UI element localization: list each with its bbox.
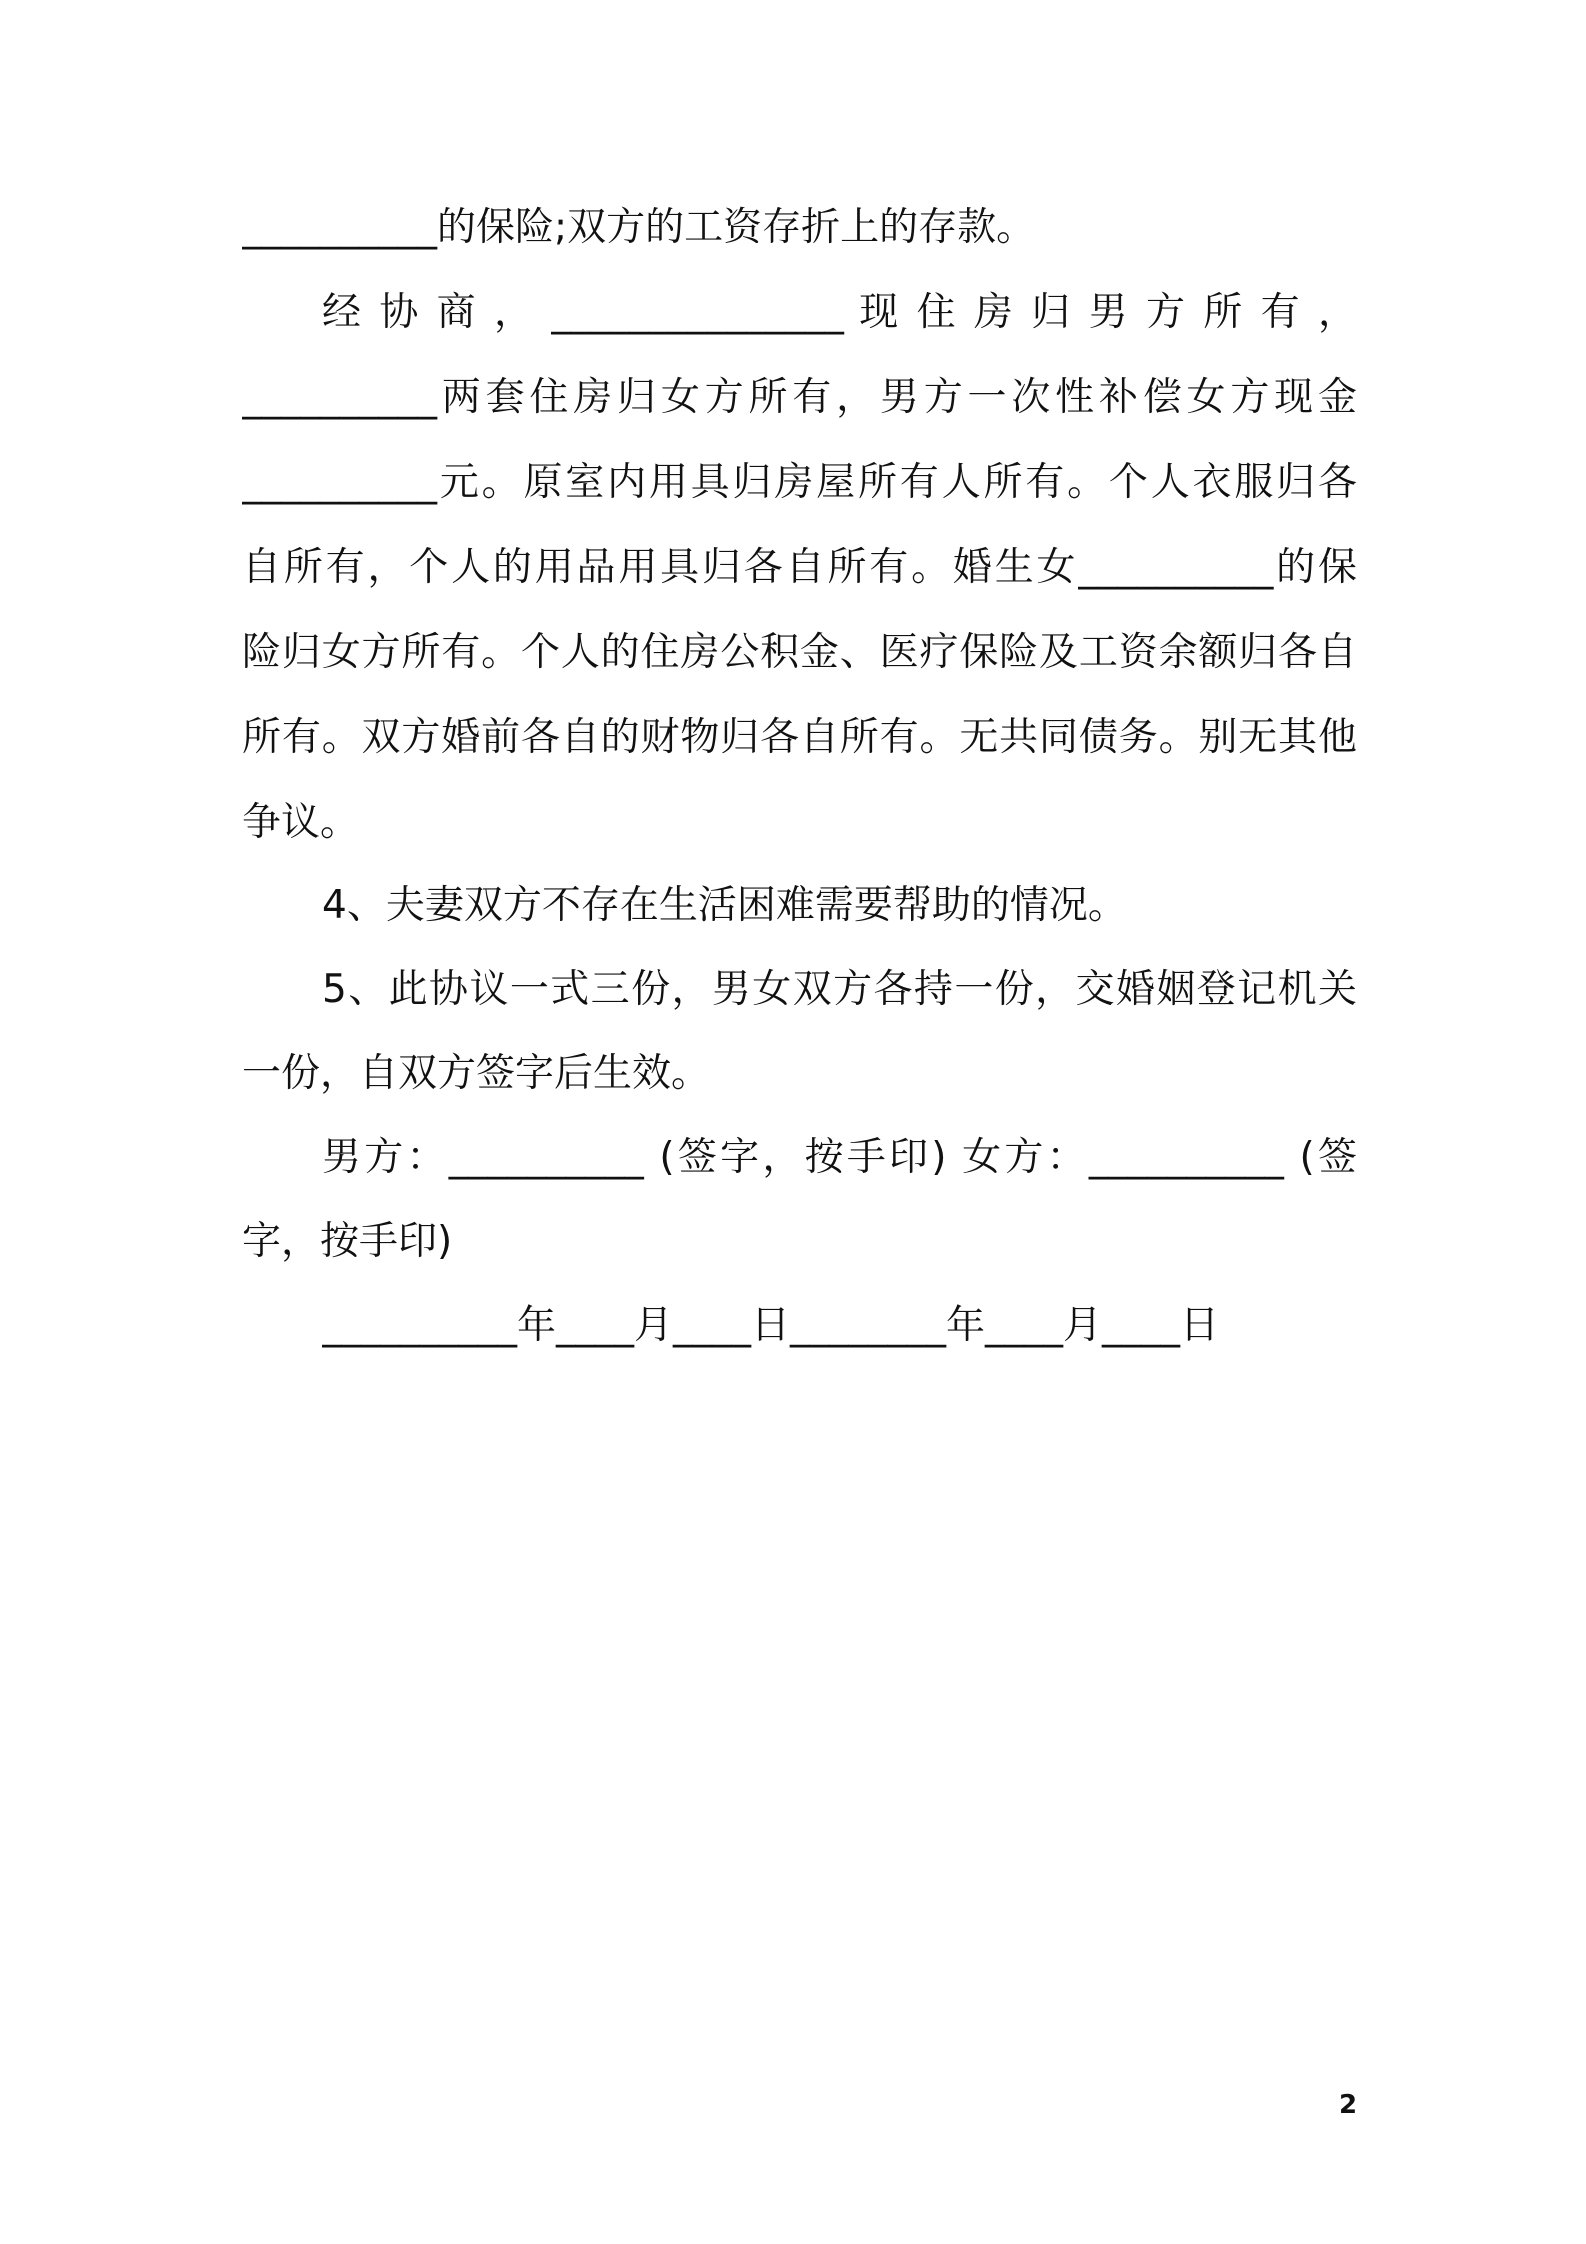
page-number: 2 bbox=[1338, 2090, 1358, 2120]
signature-line-1: 男方：__________ (签字，按手印) 女方：__________ (签 bbox=[322, 1135, 1357, 1180]
paragraph-line-4: __________元。原室内用具归房屋所有人所有。个人衣服归各 bbox=[242, 460, 1357, 505]
paragraph-line-8: 争议。 bbox=[242, 800, 360, 845]
date-line: __________年____月____日________年____月____日 bbox=[322, 1303, 1219, 1348]
paragraph-line-2: 经 协 商 ， _______________ 现 住 房 归 男 方 所 有 ， bbox=[322, 290, 1357, 335]
clause-5-line-2: 一份，自双方签字后生效。 bbox=[242, 1051, 711, 1096]
clause-5-line-1: 5、此协议一式三份，男女双方各持一份，交婚姻登记机关 bbox=[322, 967, 1357, 1012]
paragraph-line-1: __________的保险;双方的工资存折上的存款。 bbox=[242, 205, 1036, 250]
signature-line-2: 字，按手印) bbox=[242, 1219, 453, 1264]
paragraph-line-3: __________两套住房归女方所有，男方一次性补偿女方现金 bbox=[242, 375, 1357, 420]
clause-4: 4、夫妻双方不存在生活困难需要帮助的情况。 bbox=[322, 883, 1127, 928]
paragraph-line-6: 险归女方所有。个人的住房公积金、医疗保险及工资余额归各自 bbox=[242, 630, 1357, 675]
paragraph-line-7: 所有。双方婚前各自的财物归各自所有。无共同债务。别无其他 bbox=[242, 715, 1357, 760]
paragraph-line-5: 自所有，个人的用品用具归各自所有。婚生女__________的保 bbox=[242, 545, 1357, 590]
